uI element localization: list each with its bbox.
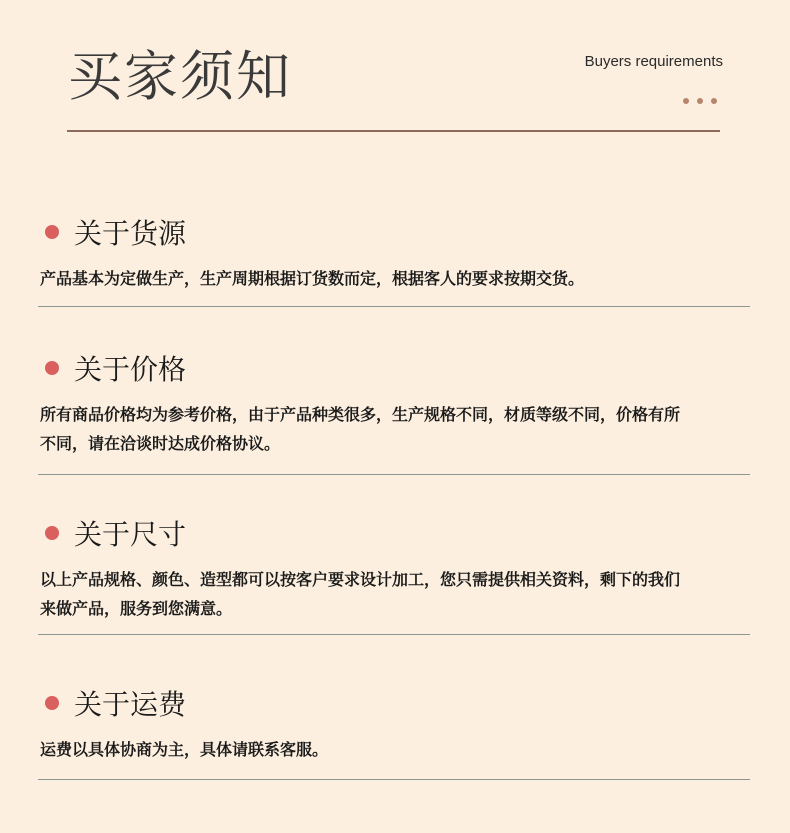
section-text <box>40 735 746 764</box>
bullet-icon <box>45 696 59 710</box>
section-divider <box>38 779 750 780</box>
text-line: 运费以具体协商为主，具体请联系客服。 <box>40 740 329 759</box>
section-divider <box>38 634 750 635</box>
section-title: 关于货源 <box>74 217 187 250</box>
section-title: 关于价格 <box>74 353 187 386</box>
section-header <box>38 212 186 252</box>
text-line: 所有商品价格均为参考价格，由于产品种类很多，生产规格不同，材质等级不同，价格有所 <box>40 405 681 424</box>
bullet-icon <box>45 225 59 239</box>
section-text <box>40 565 746 623</box>
text-line: 产品基本为定做生产，生产周期根据订货数而定，根据客人的要求按期交货。 <box>40 269 585 288</box>
section-header <box>38 348 186 388</box>
text-line: 不同，请在洽谈时达成价格协议。 <box>40 434 281 453</box>
section-divider <box>38 306 750 307</box>
text-line: 来做产品，服务到您满意。 <box>40 599 233 618</box>
page-subtitle: Buyers requirements <box>584 53 723 70</box>
section-title: 关于运费 <box>74 688 187 721</box>
section-header <box>38 513 186 553</box>
decorative-dots <box>683 98 717 104</box>
dot-icon <box>683 98 689 104</box>
text-line: 以上产品规格、颜色、造型都可以按客户要求设计加工，您只需提供相关资料，剩下的我们 <box>40 570 681 589</box>
header-divider <box>67 130 720 132</box>
dot-icon <box>697 98 703 104</box>
section-text <box>40 400 746 458</box>
section-text <box>40 264 746 293</box>
dot-icon <box>711 98 717 104</box>
section-title: 关于尺寸 <box>74 518 187 551</box>
section-divider <box>38 474 750 475</box>
bullet-icon <box>45 361 59 375</box>
section-header <box>38 683 186 723</box>
bullet-icon <box>45 526 59 540</box>
page-title: 买家须知 <box>68 45 292 108</box>
